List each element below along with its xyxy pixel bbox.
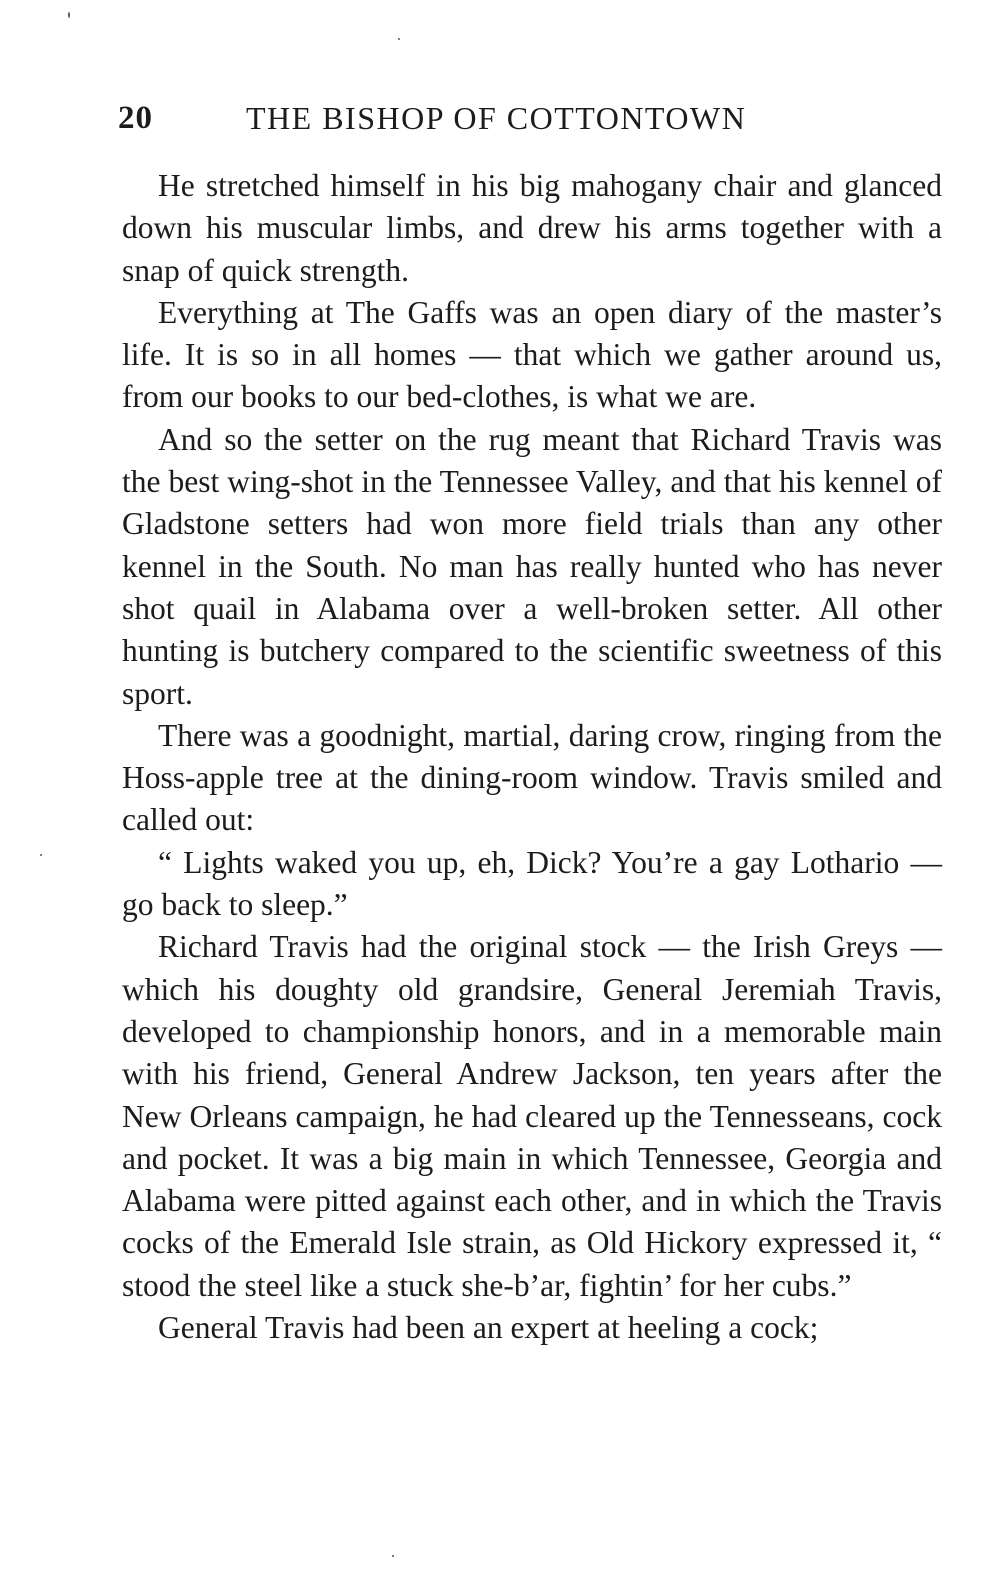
ink-speck: [392, 1555, 394, 1557]
paragraph: “ Lights waked you up, eh, Dick? You’re a gay Lothario — go back to sleep.”: [122, 844, 942, 923]
running-head: THE BISHOP OF COTTONTOWN: [246, 100, 747, 136]
page-header: [118, 100, 828, 144]
paragraph: Everything at The Gaffs was an open diary of the master’s life. It is so in all homes — that which we gather around us, from our books to our bed-clothes, is what we are.: [122, 294, 942, 415]
paragraph: General Travis had been an expert at heeling a cock;: [158, 1310, 819, 1346]
paragraph: There was a goodnight, martial, daring crow, ringing from the Hoss-apple tree at the dining-room window. Travis smiled and called out:: [122, 717, 942, 838]
ink-speck: [398, 38, 400, 40]
body-text: [122, 165, 942, 1349]
ink-speck: [40, 854, 42, 856]
page-number: 20: [118, 100, 153, 136]
paragraph: And so the setter on the rug meant that Richard Travis was the best wing-shot in the Tennessee Valley, and that his kennel of Gladstone setters had won more field trials than any other kennel in the South. No man has really hunted who has never shot quail in Alabama over a well-broken setter. All other hunting is butchery compared to the scientific sweetness of this sport.: [122, 421, 942, 711]
paragraph: He stretched himself in his big mahogany chair and glanced down his muscular limbs, and drew his arms together with a snap of quick strength.: [122, 168, 942, 288]
paragraph: Richard Travis had the original stock — the Irish Greys — which his doughty old grandsire, General Jeremiah Travis, developed to championship honors, and in a memorable main with his friend, General Andrew Jackson, ten years after the New Orleans campaign, he had cleared up the Tennesseans, cock and pocket. It was a big main in which Tennessee, Georgia and Alabama were pitted against each other, and in which the Travis cocks of the Emerald Isle strain, as Old Hickory expressed it, “ stood the steel like a stuck she-b’ar, fightin’ for her cubs.”: [122, 929, 942, 1303]
ink-speck: [68, 12, 70, 18]
